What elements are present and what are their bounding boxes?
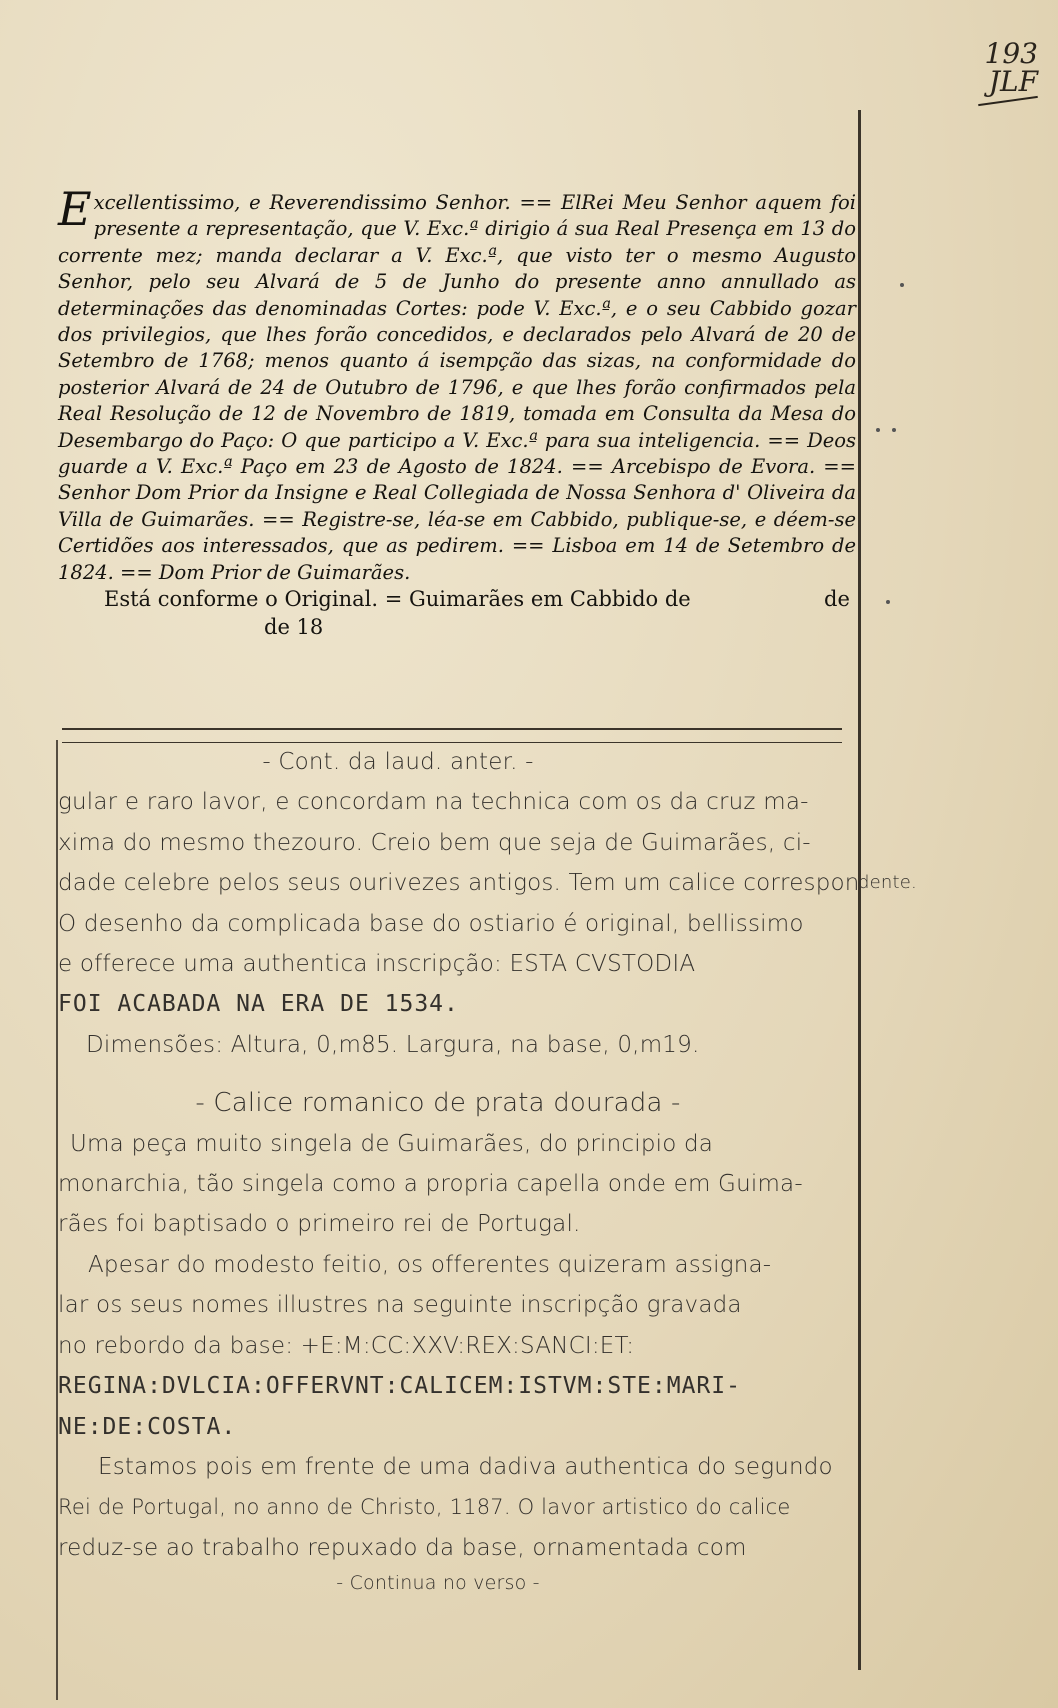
manuscript-line-3: dade celebre pelos seus ourivezes antigos. Tem um calice correspon	[58, 870, 860, 897]
manuscript-line-2: xima do mesmo thezouro. Creio bem que seja de Guimarães, ci-	[58, 829, 811, 856]
margin-dot	[886, 600, 890, 604]
manuscript-title: - Calice romanico de prata dourada -	[195, 1088, 681, 1119]
margin-dot	[900, 283, 904, 287]
manuscript-footer: - Continua no verso -	[336, 1572, 540, 1595]
manuscript-line-4: O desenho da complicada base do ostiario é original, bellissimo	[58, 910, 804, 937]
section-divider	[62, 728, 842, 730]
manuscript-line2-7: REGINA:DVLCIA:OFFERVNT:CALICEM:ISTVM:STE:MARI-	[58, 1373, 741, 1400]
conforme-line1-right: de	[824, 587, 850, 611]
dropcap-letter: E	[58, 182, 92, 236]
manuscript-margin-note: dente.	[858, 872, 917, 894]
manuscript-line2-9: Estamos pois em frente de uma dadiva authentica do segundo	[98, 1453, 833, 1480]
conforme-line2: de 18	[264, 615, 324, 639]
margin-dot	[892, 428, 896, 432]
manuscript-line-6: FOI ACABADA NA ERA DE 1534.	[58, 991, 459, 1018]
manuscript-line2-11: reduz-se ao trabalho repuxado da base, ornamentada com	[58, 1534, 747, 1561]
page-number-line2: JLF	[988, 65, 1038, 98]
manuscript-line-7: Dimensões: Altura, 0,m85. Largura, na base, 0,m19.	[86, 1031, 700, 1058]
page-number	[938, 37, 1038, 102]
page-number-line1: 193	[984, 37, 1038, 70]
manuscript-line-3-wrap	[58, 863, 917, 903]
decree-body: xcellentissimo, e Reverendissimo Senhor. == ElRei Meu Senhor aquem foi presente a representação, que V. Exc.ª dirigio á sua Real Presença em 13 do corrente mez; manda declarar a V. Exc.ª, que visto ter o mesmo Augusto Senhor, pelo seu Alvará de 5 de Junho do presente anno annullado as determinações das denominadas Cortes: pode V. Exc.ª, e o seu Cabbido gozar dos privilegios, que lhes forão concedidos, e declarados pelo Alvará de 20 de Setembro de 1768; menos quanto á isempção das sizas, na conformidade do posterior Alvará de 24 de Outubro de 1796, e que lhes forão confirmados pela Real Resolução de 12 de Novembro de 1819, tomada em Consulta da Mesa do Desembargo do Paço: O que participo a V. Exc.ª para sua inteligencia. == Deos guarde a V. Exc.ª Paço em 23 de Agosto de 1824. == Arcebispo de Evora. == Senhor Dom Prior da Insigne e Real Collegiada de Nossa Senhora d' Oliveira da Villa de Guimarães. == Registre-se, léa-se em Cabbido, publique-se, e déem-se Certidões aos interessados, que as pedirem. == Lisboa em 14 de Setembro de 1824. == Dom Prior de Guimarães.	[58, 191, 856, 584]
manuscript-line2-1: Uma peça muito singela de Guimarães, do principio da	[70, 1130, 714, 1157]
manuscript-line2-5: lar os seus nomes illustres na seguinte inscripção gravada	[58, 1292, 742, 1319]
manuscript-line2-3: rães foi baptisado o primeiro rei de Portugal.	[58, 1211, 581, 1238]
conforme-line1: Está conforme o Original. = Guimarães em Cabbido de	[104, 587, 691, 611]
printed-decree	[58, 182, 856, 586]
manuscript-line2-8: NE:DE:COSTA.	[58, 1413, 237, 1440]
manuscript-line-5: e offerece uma authentica inscripção: ESTA CVSTODIA	[58, 951, 696, 978]
conforme-attestation	[104, 585, 864, 641]
manuscript-line-1: gular e raro lavor, e concordam na technica com os da cruz ma-	[58, 789, 809, 816]
manuscript-line2-6: no rebordo da base: +E:M:CC:XXV:REX:SANCI:ET:	[58, 1332, 635, 1359]
manuscript-line2-4: Apesar do modesto feitio, os offerentes quizeram assigna-	[88, 1251, 772, 1278]
manuscript-notes	[58, 742, 917, 1598]
manuscript-line2-2: monarchia, tão singela como a propria capella onde em Guima-	[58, 1171, 803, 1198]
margin-dot	[876, 428, 880, 432]
manuscript-heading: - Cont. da laud. anter. -	[262, 749, 534, 775]
manuscript-line2-10: Rei de Portugal, no anno de Christo, 1187. O lavor artistico do calice	[58, 1495, 791, 1520]
